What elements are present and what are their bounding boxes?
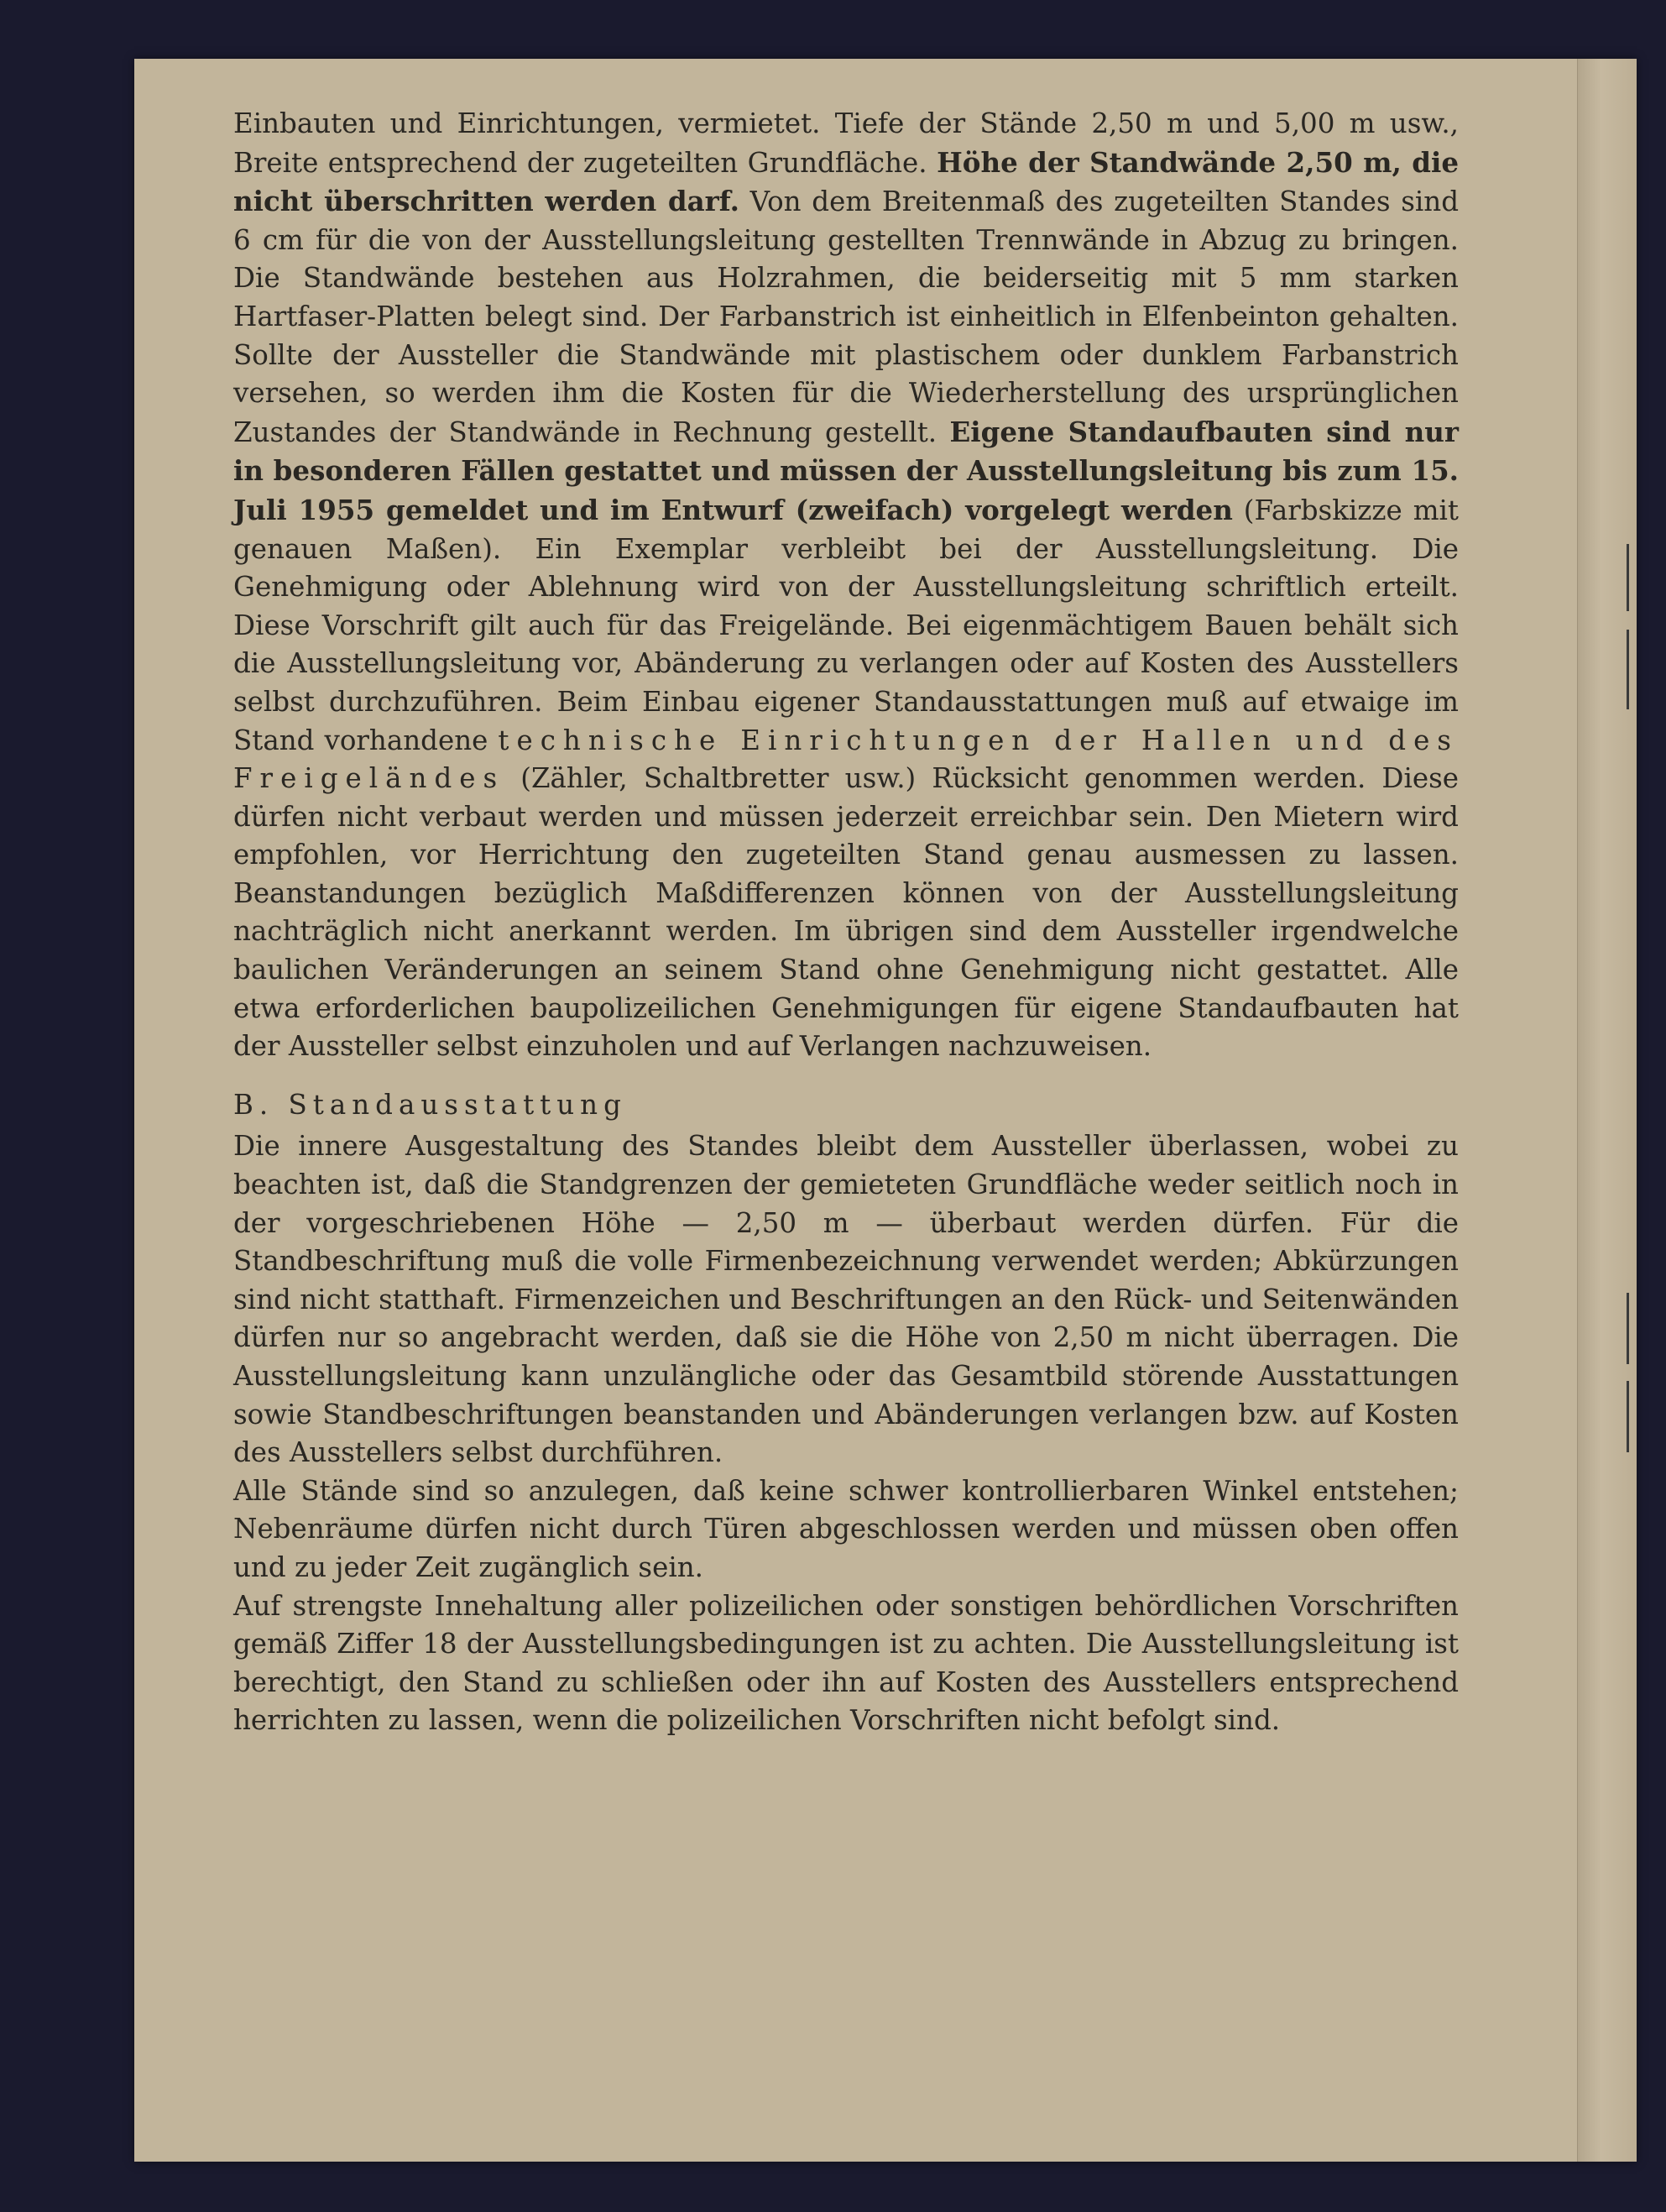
staple-mark-3 [1627,1293,1629,1364]
staple-mark-4 [1627,1381,1629,1452]
paragraph-1-bold-2: Eigene Standaufbauten sind nur in besonderen Fällen gestattet und müssen der Ausstellungsleitung bis zum 15. Juli 1955 gemeldet und im Entwurf (zweifach) vorgelegt werden [233,415,1459,526]
paragraph-1-text-4: (Zähler, Schaltbretter usw.) Rücksicht genommen werden. Diese dürfen nicht verbaut werden und müssen jederzeit erreichbar sein. Den Mietern wird empfohlen, vor Herrichtung den zugeteilten Stand genau ausmessen zu lassen. Beanstandungen bezüglich Maßdifferenzen können von der Ausstellungsleitung nachträglich nicht anerkannt werden. Im übrigen sind dem Aussteller irgendwelche baulichen Veränderungen an seinem Stand ohne Genehmigung nicht gestattet. Alle etwa erforderlichen baupolizeilichen Genehmigungen für eigene Standaufbauten hat der Aussteller selbst einzuholen und auf Verlangen nachzuweisen. [233,762,1459,1063]
paragraph-1-bold-1: Höhe der Standwände 2,50 m, die nicht überschritten werden darf. [233,145,1460,218]
paragraph-ausgestaltung: Die innere Ausgestaltung des Standes bleibt dem Aussteller überlassen, wobei zu beachten ist, daß die Standgrenzen der gemieteten Grundfläche weder seitlich noch in der vorgeschriebenen Höhe — 2,50 m — überbaut werden dürfen. Für die Standbeschriftung muß die volle Firmenbezeichnung verwendet werden; Abkürzungen sind nicht statthaft. Firmenzeichen und Beschriftungen an den Rück- und Seitenwänden dürfen nur so angebracht werden, daß sie die Höhe von 2,50 m nicht überragen. Die Ausstellungsleitung kann unzulängliche oder das Gesamtbild störende Ausstattungen sowie Standbeschriftungen beanstanden und Abänderungen verlangen bzw. auf Kosten des Ausstellers selbst durchführen. [233,1130,1459,1469]
page-edge-strip [1577,59,1637,2162]
section-heading-standausstattung: B. Standausstattung [233,1088,627,1121]
paragraph-staende-anlage: Alle Stände sind so anzulegen, daß keine schwer kontrollierbaren Winkel entstehen; Nebenräume dürfen nicht durch Türen abgeschlossen werden und müssen oben offen und zu jeder Zeit zugänglich sein. [233,1474,1459,1583]
staple-mark-1 [1627,544,1629,611]
paragraph-vorschriften: Auf strengste Innehaltung aller polizeilichen oder sonstigen behördlichen Vorschriften gemäß Ziffer 18 der Ausstellungsbedingungen ist zu achten. Die Ausstellungsleitung ist berechtigt, den Stand zu schließen oder ihn auf Kosten des Ausstellers entsprechend herrichten zu lassen, wenn die polizeilichen Vorschriften nicht befolgt sind. [233,1589,1459,1737]
paragraph-1-spaced: technische Einrichtungen der Hallen und des Freigeländes [233,724,1459,795]
document-text [233,105,1459,1740]
paragraph-standwaende [233,105,1459,1066]
paragraph-1-text-3: (Farbskizze mit genauen Maßen). Ein Exemplar verbleibt bei der Ausstellungsleitung. Die Genehmigung oder Ablehnung wird von der Ausstellungsleitung schriftlich erteilt. Diese Vorschrift gilt auch für das Freigelände. Bei eigenmächtigem Bauen behält sich die Ausstellungsleitung vor, Abänderung zu verlangen oder auf Kosten des Ausstellers selbst durchzuführen. Beim Einbau eigener Standausstattungen muß auf etwaige im Stand vorhandene [233,494,1459,756]
staple-mark-2 [1627,630,1629,709]
paragraph-1-text-2: Von dem Breitenmaß des zugeteilten Standes sind 6 cm für die von der Ausstellungsleitung gestellten Trennwände in Abzug zu bringen. Die Standwände bestehen aus Holzrahmen, die beiderseitig mit 5 mm starken Hartfaser-Platten belegt sind. Der Farbanstrich ist einheitlich in Elfenbeinton gehalten. Sollte der Aussteller die Standwände mit plastischem oder dunklem Farbanstrich versehen, so werden ihm die Kosten für die Wiederherstellung des ursprünglichen Zustandes der Standwände in Rechnung gestellt. [233,186,1460,448]
paragraph-1-text-1: Einbauten und Einrichtungen, vermietet. Tiefe der Stände 2,50 m und 5,00 m usw., Breite entsprechend der zugeteilten Grundfläche. [233,107,1459,179]
